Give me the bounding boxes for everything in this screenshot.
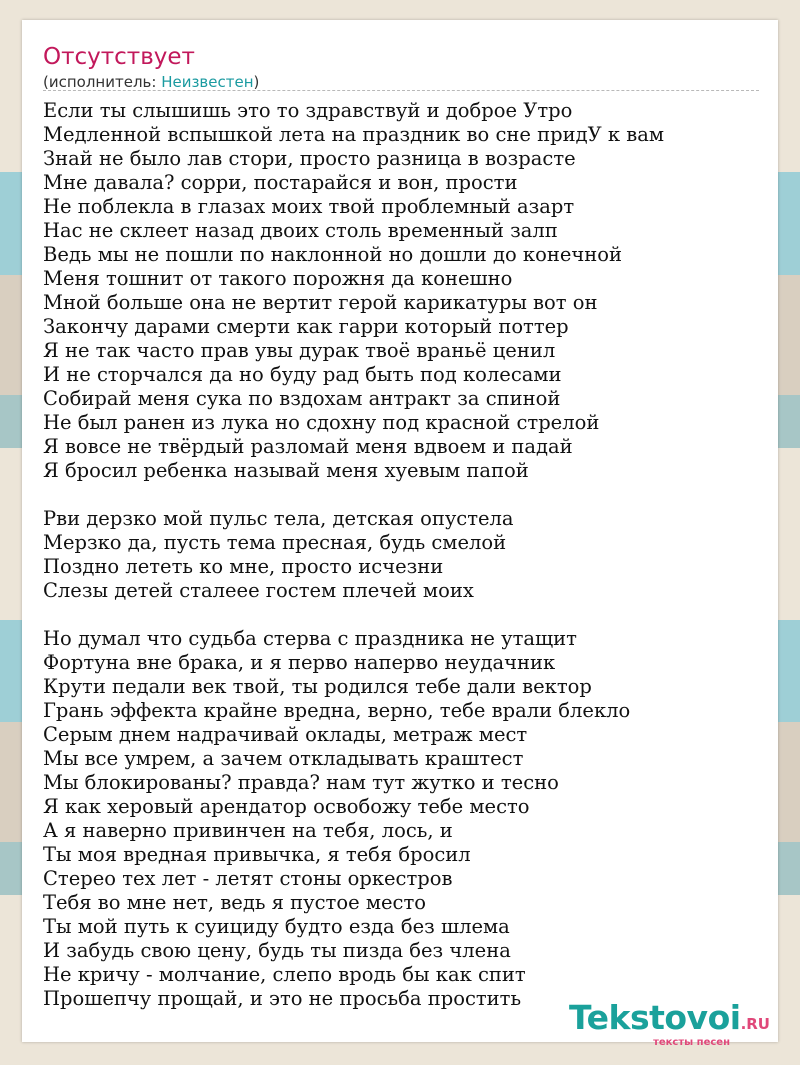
lyric-line: Медленной вспышкой лета на праздник во сне придУ к вам (43, 123, 665, 146)
lyric-line: Я не так часто прав увы дурак твоё враньё ценил (43, 339, 556, 362)
logo-wordmark (569, 1000, 770, 1042)
logo-tld: .RU (740, 1015, 770, 1033)
lyric-line: Фортуна вне брака, и я перво наперво неудачник (43, 651, 556, 674)
lyric-line: Тебя во мне нет, ведь я пустое место (43, 891, 426, 914)
song-title: Отсутствует (43, 44, 195, 70)
logo-name: Tekstovoi (569, 998, 741, 1037)
stanza-gap (43, 603, 759, 627)
stanza-1 (43, 99, 759, 483)
lyric-line: Меня тошнит от такого порожня да конешно (43, 267, 513, 290)
logo-tagline: тексты песен (653, 1037, 730, 1048)
lyric-line: Крути педали век твой, ты родился тебе дали вектор (43, 675, 592, 698)
lyric-line: Нас не склеет назад двоих столь временный залп (43, 219, 558, 242)
lyric-line: Серым днем надрачивай оклады, метраж мест (43, 723, 528, 746)
lyric-line: Но думал что судьба стерва с праздника не утащит (43, 627, 577, 650)
artist-suffix: ) (253, 73, 260, 91)
stanza-2 (43, 507, 759, 603)
lyric-line: Ты моя вредная привычка, я тебя бросил (43, 843, 471, 866)
lyric-line: Я как херовый арендатор освобожу тебе место (43, 795, 530, 818)
lyrics-sheet (22, 20, 778, 1042)
lyric-line: Ведь мы не пошли по наклонной но дошли до конечной (43, 243, 622, 266)
lyric-line: Прошепчу прощай, и это не просьба простить (43, 987, 522, 1010)
lyric-line: А я наверно привинчен на тебя, лось, и (43, 819, 453, 842)
lyric-line: Стерео тех лет - летят стоны оркестров (43, 867, 453, 890)
song-header (43, 42, 759, 92)
lyric-line: Поздно лететь ко мне, просто исчезни (43, 555, 444, 578)
lyric-line: Закончу дарами смерти как гарри который поттер (43, 315, 569, 338)
lyric-line: И не сторчался да но буду рад быть под колесами (43, 363, 562, 386)
lyric-line: Грань эффекта крайне вредна, верно, тебе врали блекло (43, 699, 631, 722)
lyric-line: Не поблекла в глазах моих твой проблемный азарт (43, 195, 575, 218)
lyric-line: Мерзко да, пусть тема пресная, будь смелой (43, 531, 507, 554)
lyric-line: Собирай меня сука по вздохам антракт за спиной (43, 387, 561, 410)
lyric-line: Не кричу - молчание, слепо вродь бы как спит (43, 963, 526, 986)
artist-link[interactable]: Неизвестен (161, 73, 254, 91)
stanza-gap (43, 483, 759, 507)
lyric-line: И забудь свою цену, будь ты пизда без члена (43, 939, 511, 962)
lyric-line: Мной больше она не вертит герой карикатуры вот он (43, 291, 598, 314)
lyric-line: Рви дерзко мой пульс тела, детская опустела (43, 507, 514, 530)
header-divider (43, 90, 759, 91)
lyric-line: Знай не было лав стори, просто разница в возрасте (43, 147, 576, 170)
lyric-line: Если ты слышишь это то здравствуй и доброе Утро (43, 99, 573, 122)
artist-prefix: (исполнитель: (43, 73, 162, 91)
lyric-line: Мы все умрем, а зачем откладывать краштест (43, 747, 524, 770)
lyric-line: Мне давала? сорри, постарайся и вон, прости (43, 171, 518, 194)
lyric-line: Слезы детей сталеее гостем плечей моих (43, 579, 474, 602)
lyric-line: Ты мой путь к суициду будто езда без шлема (43, 915, 510, 938)
site-logo[interactable] (569, 1000, 770, 1048)
stanza-3 (43, 627, 759, 1011)
lyric-line: Я бросил ребенка называй меня хуевым папой (43, 459, 529, 482)
artist-line (43, 72, 759, 92)
lyrics-text (43, 99, 759, 1011)
lyric-line: Я вовсе не твёрдый разломай меня вдвоем и падай (43, 435, 573, 458)
lyric-line: Не был ранен из лука но сдохну под красной стрелой (43, 411, 600, 434)
lyric-line: Мы блокированы? правда? нам тут жутко и тесно (43, 771, 559, 794)
